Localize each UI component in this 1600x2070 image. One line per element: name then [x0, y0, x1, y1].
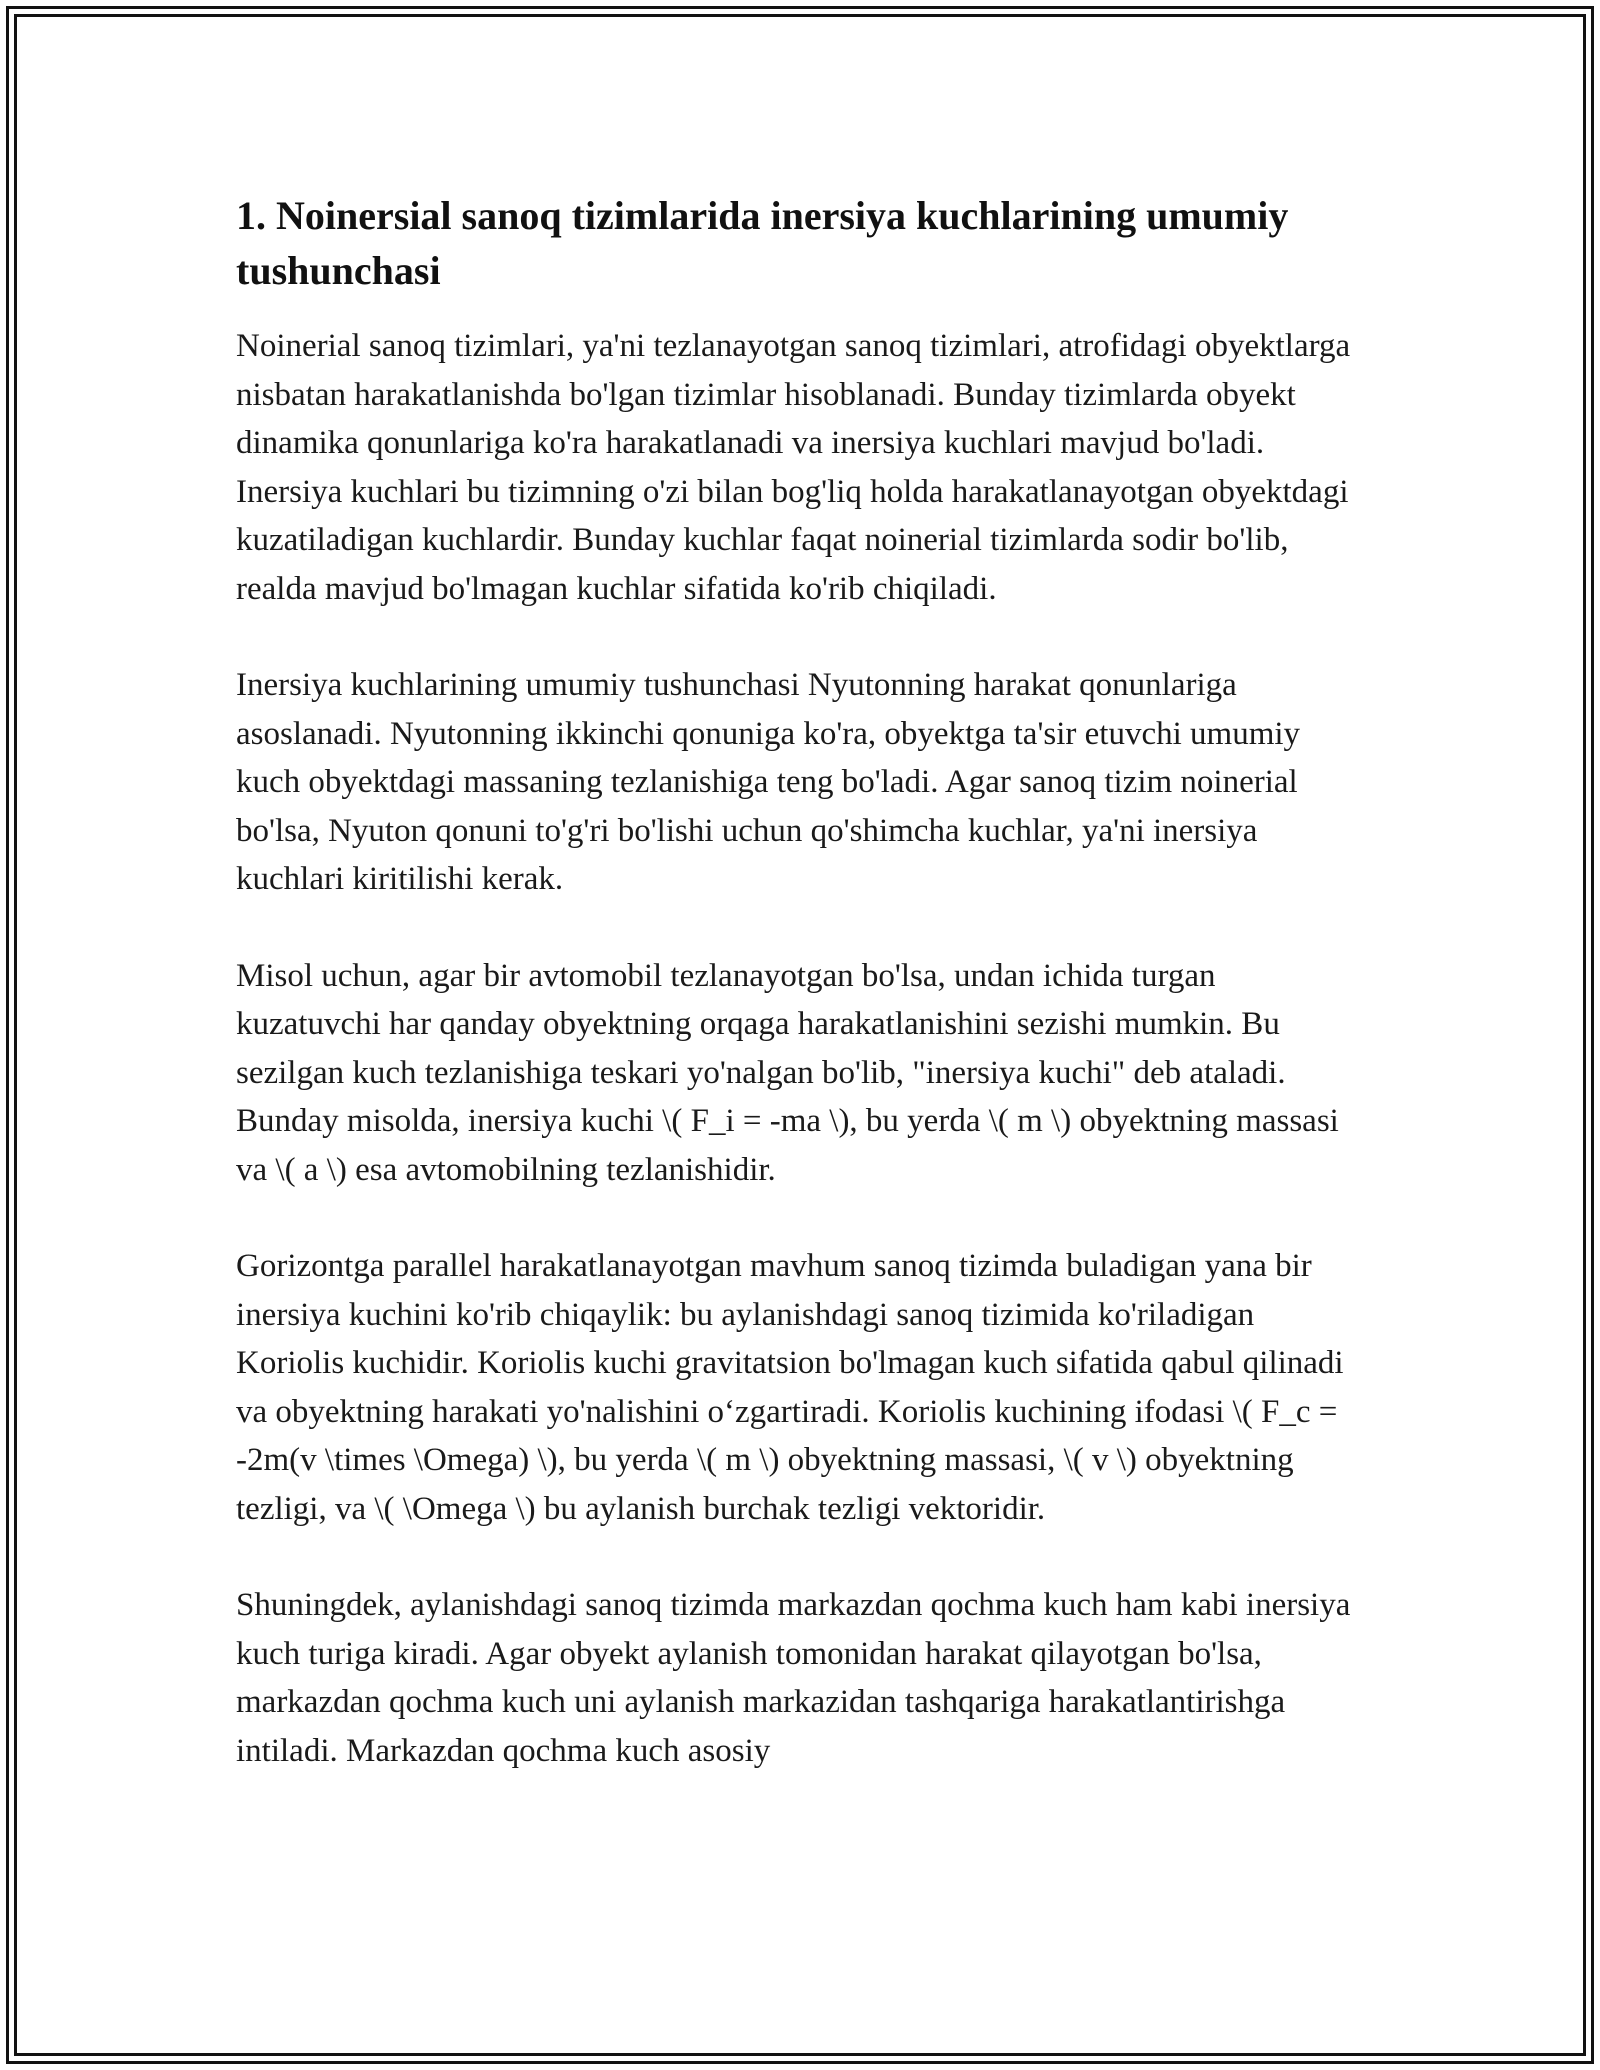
paragraph-coriolis-force: Gorizontga parallel harakatlanayotgan mavhum sanoq tizimda buladigan yana bir inersiya kuchini ko'rib chiqaylik: bu aylanishdagi sanoq tizimida ko'riladigan Koriolis kuchidir. Koriolis kuchi gravitatsion bo'lmagan kuch sifatida qabul qilinadi va obyektning harakati yo'nalishini o‘zgartiradi. Koriolis kuchining ifodasi \( F_c = -2m(v \times \Omega) \), bu yerda \( m \) obyektning massasi, \( v \) obyektning tezligi, va \( \Omega \) bu aylanish burchak tezligi vektoridir. [236, 1248, 1344, 1527]
document-body [236, 188, 1366, 1823]
paragraph-noinertial-definition: Noinerial sanoq tizimlari, ya'ni tezlanayotgan sanoq tizimlari, atrofidagi obyektlarga nisbatan harakatlanishda bo'lgan tizimlar hisoblanadi. Bunday tizimlarda obyekt dinamika qonunlariga ko'ra harakatlanadi va inersiya kuchlari mavjud bo'ladi. Inersiya kuchlari bu tizimning o'zi bilan bog'liq holda harakatlanayotgan obyektdagi kuzatiladigan kuchlardir. Bunday kuchlar faqat noinerial tizimlarda sodir bo'lib, realda mavjud bo'lmagan kuchlar sifatida ko'rib chiqiladi. [236, 328, 1351, 607]
paragraph-centrifugal-force: Shuningdek, aylanishdagi sanoq tizimda markazdan qochma kuch ham kabi inersiya kuch turiga kiradi. Agar obyekt aylanish tomonidan harakat qilayotgan bo'lsa, markazdan qochma kuch uni aylanish markazidan tashqariga harakatlantirishga intiladi. Markazdan qochma kuch asosiy [236, 1587, 1351, 1769]
paragraph-car-example: Misol uchun, agar bir avtomobil tezlanayotgan bo'lsa, undan ichida turgan kuzatuvchi har qanday obyektning orqaga harakatlanishini sezishi mumkin. Bu sezilgan kuch tezlanishiga teskari yo'nalgan bo'lib, "inersiya kuchi" deb ataladi. Bunday misolda, inersiya kuchi \( F_i = -ma \), bu yerda \( m \) obyektning massasi va \( a \) esa avtomobilning tezlanishidir. [236, 957, 1339, 1188]
paragraph-newton-laws: Inersiya kuchlarining umumiy tushunchasi Nyutonning harakat qonunlariga asoslanadi. Nyutonning ikkinchi qonuniga ko'ra, obyektga ta'sir etuvchi umumiy kuch obyektdagi massaning tezlanishiga teng bo'ladi. Agar sanoq tizim noinerial bo'lsa, Nyuton qonuni to'g'ri bo'lishi uchun qo'shimcha kuchlar, ya'ni inersiya kuchlari kiritilishi kerak. [236, 667, 1301, 897]
section-heading: 1. Noinersial sanoq tizimlarida inersiya kuchlarining umumiy tushunchasi [236, 193, 1289, 293]
